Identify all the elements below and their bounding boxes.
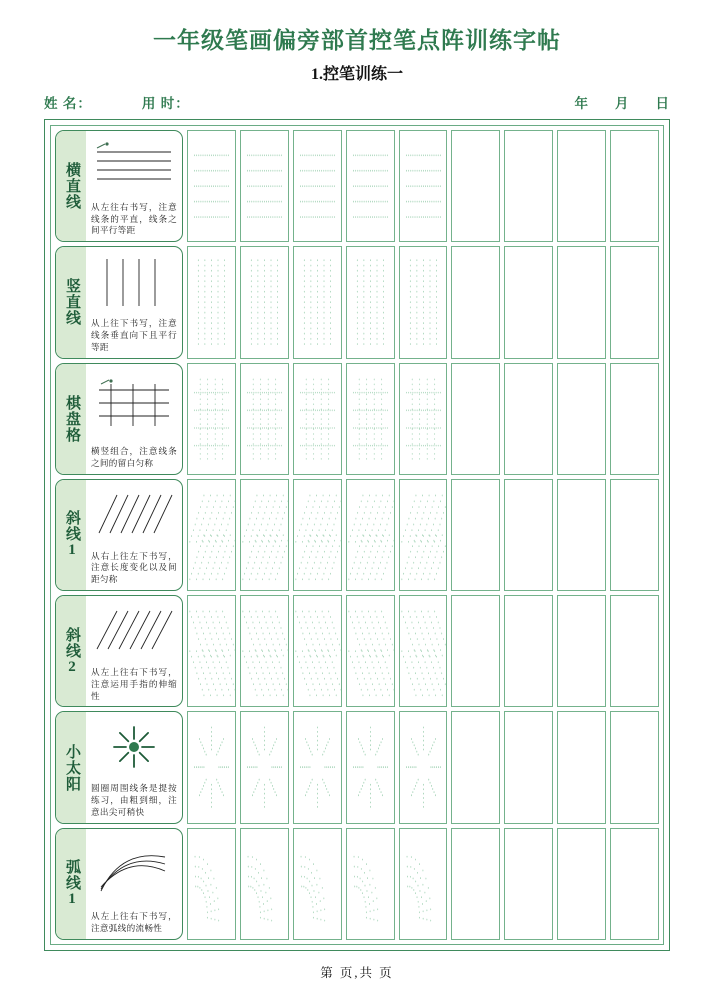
practice-cell[interactable] bbox=[399, 363, 448, 475]
practice-cell[interactable] bbox=[399, 595, 448, 707]
stroke-demo-icon bbox=[89, 249, 179, 317]
practice-cell[interactable] bbox=[346, 595, 395, 707]
row-label-body bbox=[86, 364, 182, 474]
practice-row bbox=[55, 130, 659, 242]
row-description: 从右上往左下书写，注意长度变化以及间距匀称 bbox=[91, 550, 177, 585]
practice-cell[interactable] bbox=[346, 363, 395, 475]
practice-cells bbox=[187, 363, 659, 475]
practice-cell[interactable] bbox=[240, 130, 289, 242]
practice-cell[interactable] bbox=[187, 246, 236, 358]
practice-cell[interactable] bbox=[451, 246, 500, 358]
practice-row bbox=[55, 363, 659, 475]
stroke-demo-icon bbox=[89, 598, 179, 666]
practice-sheet bbox=[44, 119, 670, 951]
year-field-label: 年 bbox=[574, 96, 589, 111]
practice-cell[interactable] bbox=[610, 828, 659, 940]
practice-cell[interactable] bbox=[610, 246, 659, 358]
row-name: 横直线 bbox=[56, 131, 86, 241]
practice-cell[interactable] bbox=[610, 130, 659, 242]
practice-cell[interactable] bbox=[293, 711, 342, 823]
row-description: 从左上往右下书写，注意运用手指的伸缩性 bbox=[91, 666, 177, 701]
practice-cell[interactable] bbox=[557, 363, 606, 475]
practice-cell[interactable] bbox=[504, 595, 553, 707]
practice-cell[interactable] bbox=[504, 363, 553, 475]
practice-cell[interactable] bbox=[240, 363, 289, 475]
practice-cell[interactable] bbox=[187, 130, 236, 242]
row-label-body bbox=[86, 131, 182, 241]
practice-cell[interactable] bbox=[451, 363, 500, 475]
practice-cell[interactable] bbox=[504, 711, 553, 823]
practice-cell[interactable] bbox=[451, 595, 500, 707]
row-description: 圆圈周围线条是提按练习，由粗到细，注意出尖可稍快 bbox=[91, 783, 177, 817]
practice-cell[interactable] bbox=[187, 828, 236, 940]
practice-cell[interactable] bbox=[451, 828, 500, 940]
practice-cells bbox=[187, 479, 659, 591]
practice-cell[interactable] bbox=[293, 246, 342, 358]
stroke-demo-icon bbox=[89, 366, 179, 446]
practice-cell[interactable] bbox=[346, 711, 395, 823]
practice-cell[interactable] bbox=[557, 711, 606, 823]
practice-row bbox=[55, 595, 659, 707]
practice-cell[interactable] bbox=[293, 363, 342, 475]
practice-cell[interactable] bbox=[187, 711, 236, 823]
row-label-cell bbox=[55, 479, 183, 591]
practice-row bbox=[55, 246, 659, 358]
practice-cell[interactable] bbox=[240, 595, 289, 707]
practice-cell[interactable] bbox=[557, 595, 606, 707]
practice-cell[interactable] bbox=[399, 130, 448, 242]
practice-cell[interactable] bbox=[451, 479, 500, 591]
row-label-cell bbox=[55, 246, 183, 358]
row-description: 横竖组合，注意线条之间的留白匀称 bbox=[91, 446, 177, 468]
practice-cell[interactable] bbox=[610, 595, 659, 707]
row-name: 弧线1 bbox=[56, 829, 86, 939]
row-description: 从上往下书写，注意线条垂直向下且平行等距 bbox=[91, 317, 177, 352]
practice-cell[interactable] bbox=[399, 246, 448, 358]
meta-row bbox=[44, 93, 670, 111]
practice-cells bbox=[187, 595, 659, 707]
row-label-cell bbox=[55, 595, 183, 707]
practice-cell[interactable] bbox=[240, 479, 289, 591]
page-footer: 第 页,共 页 bbox=[320, 966, 394, 980]
practice-cell[interactable] bbox=[346, 246, 395, 358]
practice-cell[interactable] bbox=[557, 479, 606, 591]
practice-cells bbox=[187, 711, 659, 823]
practice-cells bbox=[187, 130, 659, 242]
row-label-body bbox=[86, 829, 182, 939]
row-label-cell bbox=[55, 130, 183, 242]
page-subtitle: 1.控笔训练一 bbox=[310, 66, 403, 83]
practice-cell[interactable] bbox=[557, 246, 606, 358]
row-label-body bbox=[86, 480, 182, 590]
practice-row bbox=[55, 711, 659, 823]
row-label-body bbox=[86, 247, 182, 357]
practice-row bbox=[55, 828, 659, 940]
row-name: 斜线1 bbox=[56, 480, 86, 590]
practice-cell[interactable] bbox=[504, 828, 553, 940]
stroke-demo-icon bbox=[89, 714, 179, 782]
month-field-label: 月 bbox=[615, 96, 630, 111]
practice-cell[interactable] bbox=[557, 130, 606, 242]
practice-cell[interactable] bbox=[240, 246, 289, 358]
practice-cell[interactable] bbox=[187, 595, 236, 707]
practice-cell[interactable] bbox=[504, 479, 553, 591]
practice-rows bbox=[50, 125, 664, 945]
practice-cell[interactable] bbox=[293, 595, 342, 707]
practice-cell[interactable] bbox=[610, 479, 659, 591]
practice-cell[interactable] bbox=[240, 711, 289, 823]
practice-cell[interactable] bbox=[293, 479, 342, 591]
practice-cell[interactable] bbox=[504, 130, 553, 242]
practice-cell[interactable] bbox=[399, 479, 448, 591]
day-field-label: 日 bbox=[655, 96, 670, 111]
practice-cell[interactable] bbox=[504, 246, 553, 358]
stroke-demo-icon bbox=[89, 133, 179, 201]
row-name: 竖直线 bbox=[56, 247, 86, 357]
practice-cells bbox=[187, 246, 659, 358]
row-name: 棋盘格 bbox=[56, 364, 86, 474]
name-field-label: 姓 名： bbox=[44, 96, 92, 111]
practice-cell[interactable] bbox=[293, 130, 342, 242]
practice-cell[interactable] bbox=[610, 711, 659, 823]
row-label-cell bbox=[55, 711, 183, 823]
practice-cell[interactable] bbox=[346, 130, 395, 242]
page-title: 一年级笔画偏旁部首控笔点阵训练字帖 bbox=[153, 28, 561, 53]
practice-cell[interactable] bbox=[399, 828, 448, 940]
time-field-label: 用 时： bbox=[141, 96, 190, 111]
practice-cells bbox=[187, 828, 659, 940]
practice-cell[interactable] bbox=[240, 828, 289, 940]
row-name: 小太阳 bbox=[56, 712, 86, 822]
row-label-cell bbox=[55, 828, 183, 940]
practice-cell[interactable] bbox=[187, 363, 236, 475]
practice-cell[interactable] bbox=[610, 363, 659, 475]
row-name: 斜线2 bbox=[56, 596, 86, 706]
stroke-demo-icon bbox=[89, 482, 179, 550]
practice-cell[interactable] bbox=[557, 828, 606, 940]
practice-row bbox=[55, 479, 659, 591]
practice-cell[interactable] bbox=[451, 130, 500, 242]
practice-cell[interactable] bbox=[346, 828, 395, 940]
practice-cell[interactable] bbox=[399, 711, 448, 823]
row-description: 从左往右书写，注意线条的平直，线条之间平行等距 bbox=[91, 201, 177, 236]
practice-cell[interactable] bbox=[451, 711, 500, 823]
practice-cell[interactable] bbox=[293, 828, 342, 940]
row-label-body bbox=[86, 712, 182, 822]
row-label-body bbox=[86, 596, 182, 706]
row-description: 从左上往右下书写，注意弧线的流畅性 bbox=[91, 911, 177, 934]
practice-cell[interactable] bbox=[187, 479, 236, 591]
practice-cell[interactable] bbox=[346, 479, 395, 591]
stroke-demo-icon bbox=[89, 831, 179, 911]
row-label-cell bbox=[55, 363, 183, 475]
